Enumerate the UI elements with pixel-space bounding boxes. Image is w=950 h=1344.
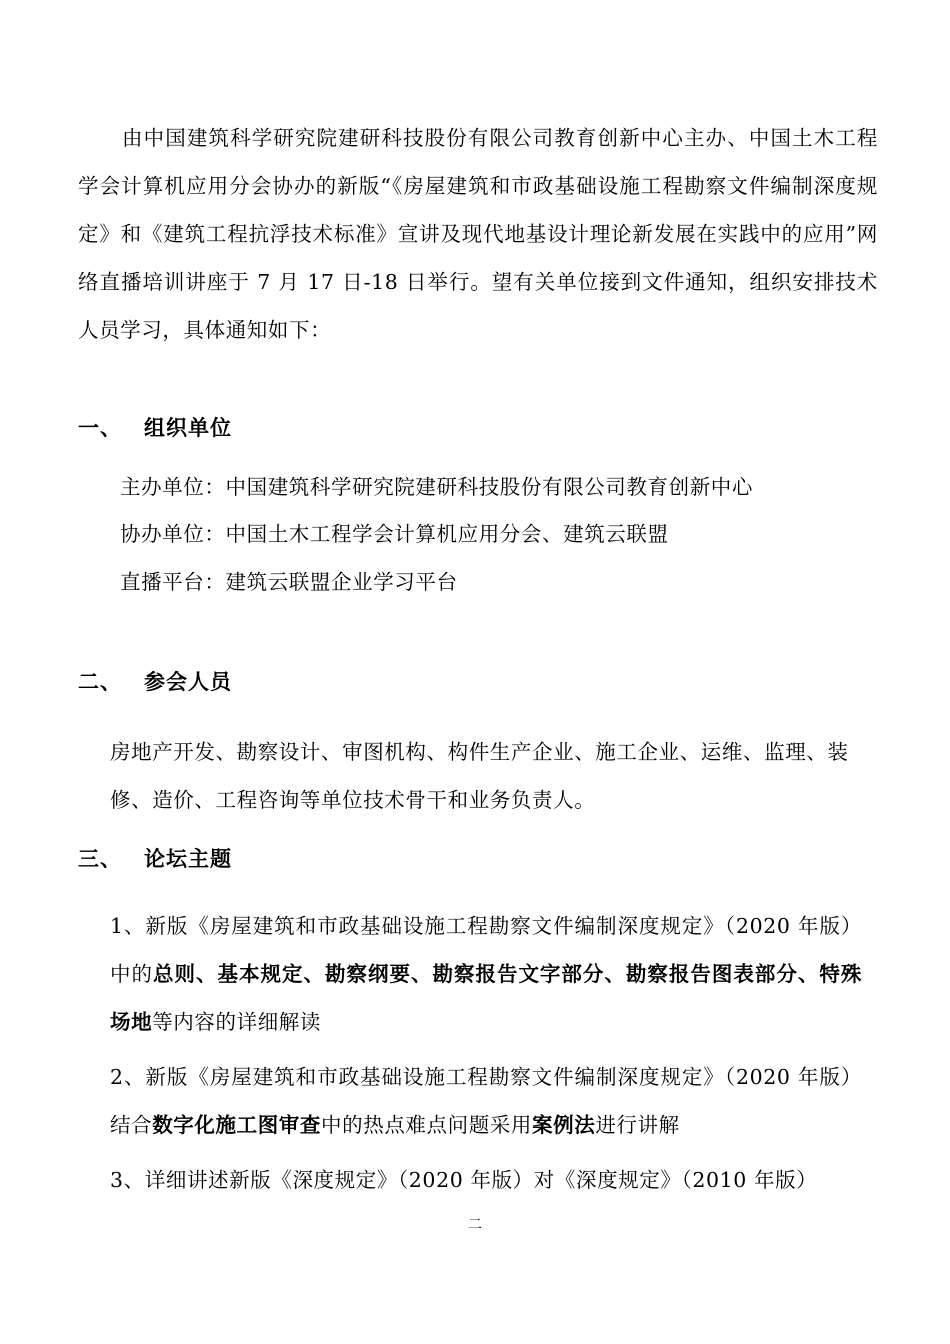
section-number: 二、 [78, 670, 122, 694]
section-heading-topics [78, 843, 232, 873]
topic-item-1 [110, 902, 862, 1046]
attendees-paragraph: 房地产开发、勘察设计、审图机构、构件生产企业、施工企业、运维、监理、装修、造价、工程咨询等单位技术骨干和业务负责人。 [110, 740, 849, 812]
section-heading-attendees [78, 666, 232, 696]
section-number: 一、 [78, 416, 122, 440]
section-number: 三、 [78, 847, 122, 871]
topic-bold-text: 数字化施工图审查 [152, 1113, 322, 1137]
topic-text: 进行讲解 [595, 1113, 680, 1137]
topic-bold-text: 总则、基本规定、勘察纲要、勘察报告文字部分、勘察报告图表部分、特殊场地 [110, 962, 862, 1034]
topic-text: 中的热点难点问题采用 [321, 1113, 533, 1137]
section-heading-organizers [78, 412, 232, 442]
topic-text: 2、新版《房屋建筑和市政基础设施工程勘察文件编制深度规定》（2020 年版）结合 [110, 1065, 862, 1137]
topic-text: 等内容的详细解读 [152, 1010, 322, 1034]
topic-item-3 [110, 1156, 862, 1204]
section-title: 论坛主题 [144, 847, 232, 871]
topic-item-2 [110, 1053, 862, 1149]
topic-text: 1、新版《房屋建筑和市政基础设施工程勘察文件编制深度规定》（2020 年版）中的 [110, 914, 862, 986]
topic-bold-text: 案例法 [532, 1113, 596, 1137]
intro-paragraph: 由中国建筑科学研究院建研科技股份有限公司教育创新中心主办、中国土木工程学会计算机应用分会协办的新版“《房屋建筑和市政基础设施工程勘察文件编制深度规定》和《建筑工程抗浮技术标准》宣讲及现代地基设计理论新发展在实践中的应用”网络直播培训讲座于 7 月 17 日-18 日举行。望有关单位接到文件通知，组织安排技术人员学习，具体通知如下： [78, 126, 878, 342]
organizer-host: 主办单位：中国建筑科学研究院建研科技股份有限公司教育创新中心 [120, 475, 753, 499]
organizer-co-host: 协办单位：中国土木工程学会计算机应用分会、建筑云联盟 [120, 522, 669, 546]
section-title: 组织单位 [144, 416, 232, 440]
topic-text: 3、详细讲述新版《深度规定》（2020 年版）对《深度规定》（2010 年版） [110, 1168, 818, 1192]
page-number: 二 [468, 1217, 482, 1233]
section-title: 参会人员 [144, 670, 232, 694]
organizer-platform: 直播平台：建筑云联盟企业学习平台 [120, 570, 458, 594]
